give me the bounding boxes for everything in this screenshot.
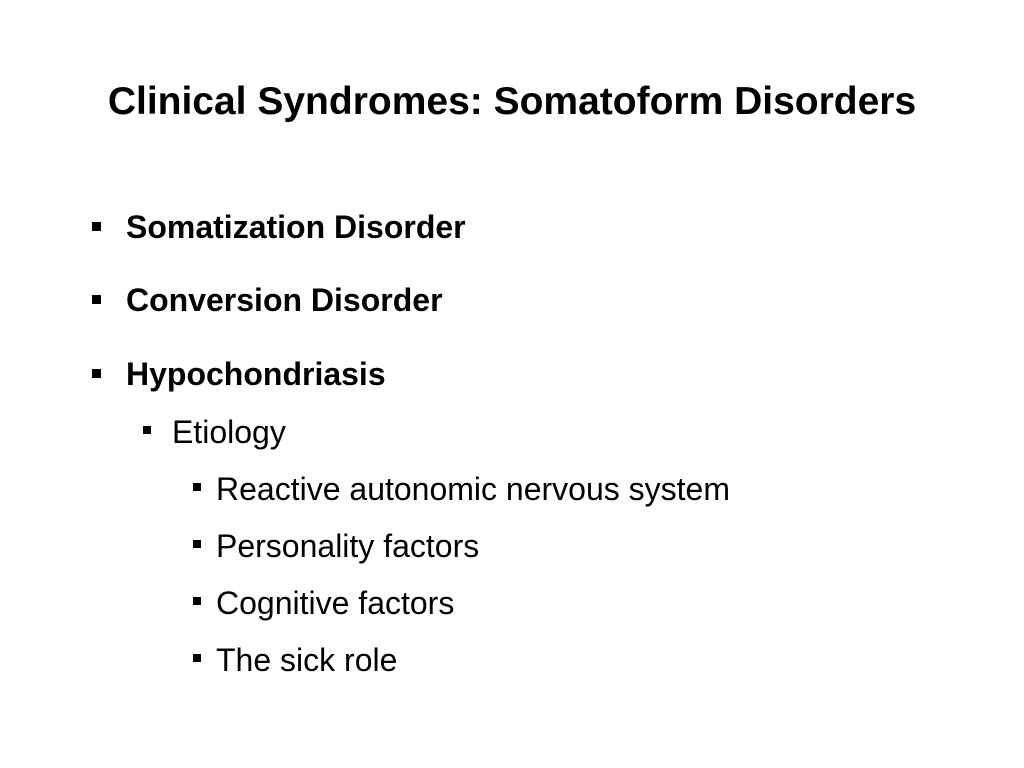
square-bullet-icon	[193, 483, 201, 491]
sub-sub-bullet-cognitive	[0, 583, 1024, 623]
square-bullet-icon	[193, 654, 201, 662]
sub-sub-bullet-reactive	[0, 469, 1024, 509]
square-bullet-icon	[193, 597, 201, 605]
sub-sub-bullet-personality	[0, 526, 1024, 566]
square-bullet-icon	[193, 540, 201, 548]
square-bullet-icon	[92, 369, 101, 378]
sub-sub-bullet-text: The sick role	[216, 642, 398, 678]
sub-bullet-text: Etiology	[172, 414, 286, 450]
bullet-item-hypochondriasis	[0, 354, 1024, 394]
bullet-text: Somatization Disorder	[126, 209, 466, 245]
bullet-text: Hypochondriasis	[126, 356, 386, 392]
bullet-item-conversion	[0, 280, 1024, 320]
bullet-text: Conversion Disorder	[126, 282, 443, 318]
square-bullet-icon	[92, 222, 101, 231]
square-bullet-icon	[143, 426, 151, 434]
sub-bullet-etiology	[0, 412, 1024, 452]
sub-sub-bullet-text: Personality factors	[216, 528, 480, 564]
slide-title: Clinical Syndromes: Somatoform Disorders	[107, 80, 917, 123]
sub-sub-bullet-text: Reactive autonomic nervous system	[216, 471, 730, 507]
square-bullet-icon	[92, 295, 101, 304]
sub-sub-bullet-text: Cognitive factors	[216, 585, 455, 621]
sub-sub-bullet-sick-role	[0, 640, 1024, 680]
bullet-item-somatization	[0, 207, 1024, 247]
